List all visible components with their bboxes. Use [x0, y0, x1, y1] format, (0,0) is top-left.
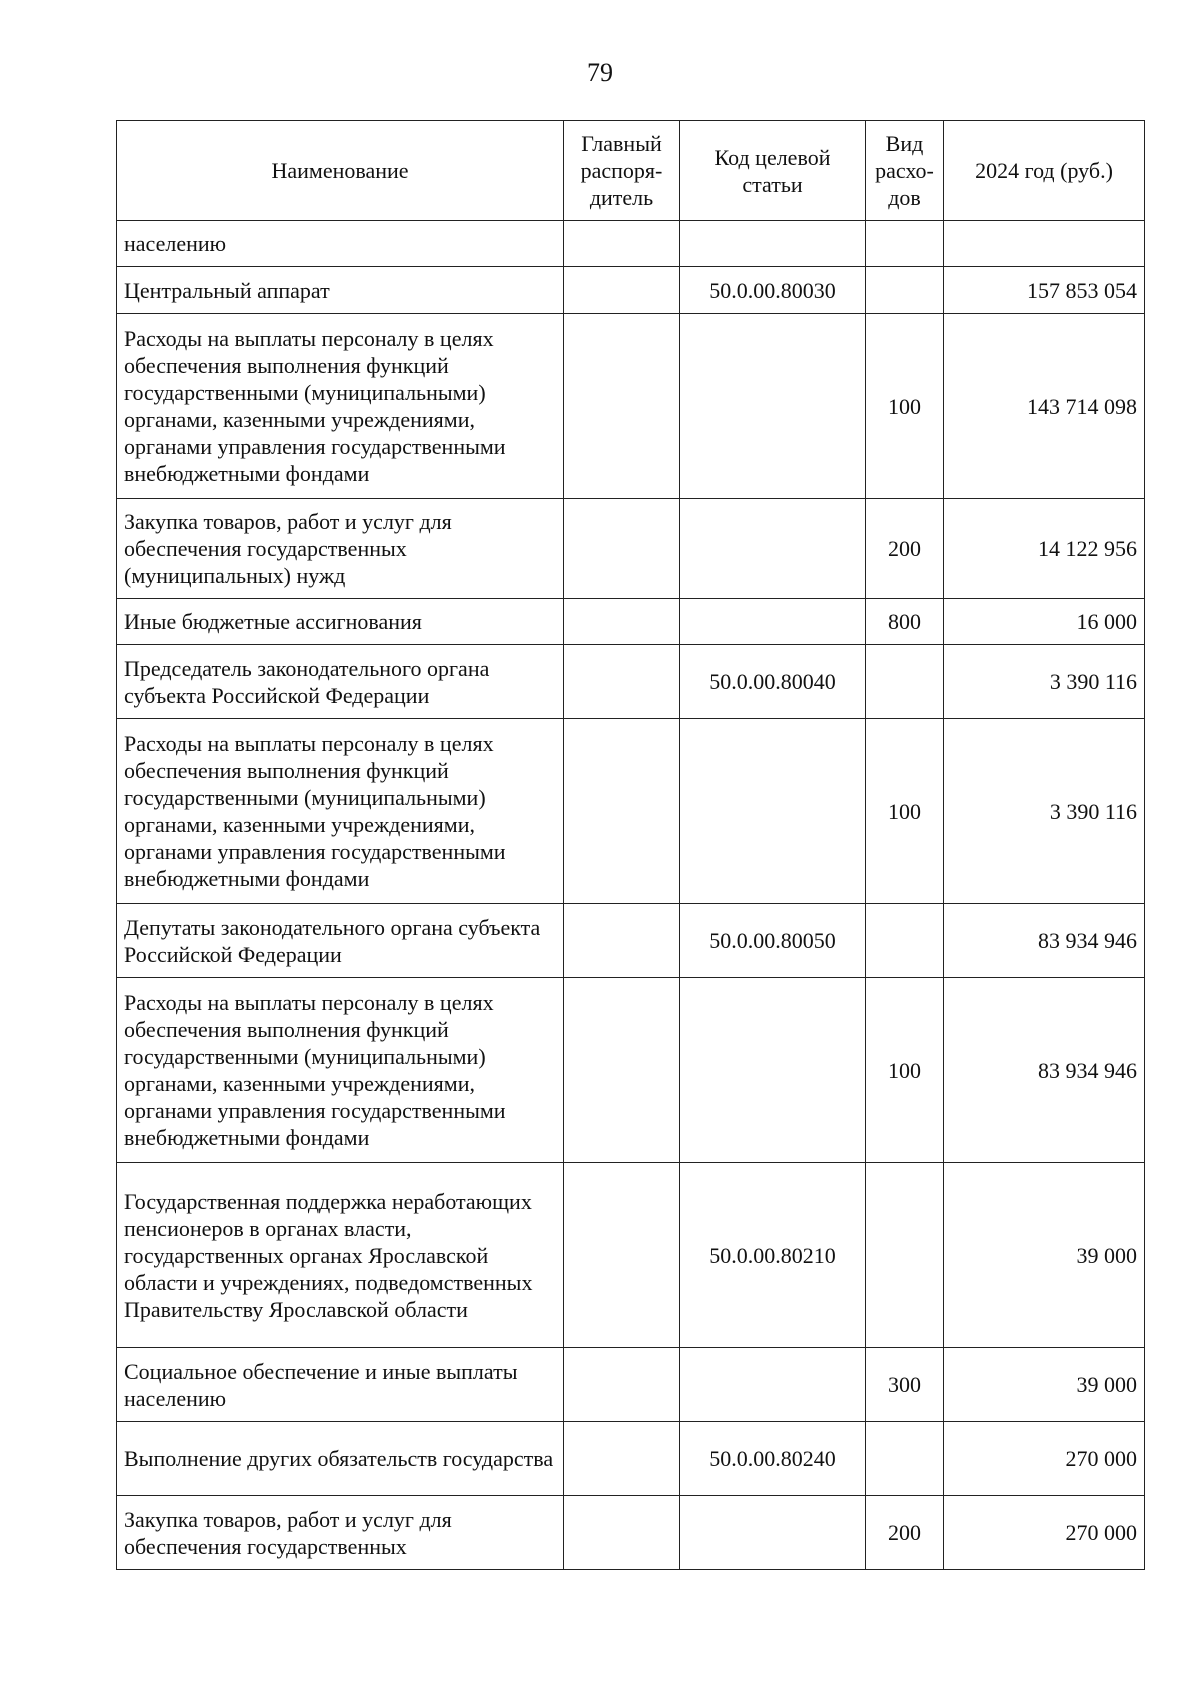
row-target-code — [680, 221, 866, 267]
header-year-2024: 2024 год (руб.) — [944, 121, 1145, 221]
table-body — [117, 221, 1145, 1570]
row-target-code: 50.0.00.80050 — [680, 904, 866, 978]
table-row — [117, 499, 1145, 599]
row-amount: 3 390 116 — [944, 645, 1145, 719]
row-amount: 14 122 956 — [944, 499, 1145, 599]
row-name: Закупка товаров, работ и услуг для обеспечения государственных — [117, 1496, 564, 1570]
header-target-code: Код целевой статьи — [680, 121, 866, 221]
table-row — [117, 1496, 1145, 1570]
table-row — [117, 314, 1145, 499]
row-name: Социальное обеспечение и иные выплаты населению — [117, 1348, 564, 1422]
row-amount: 83 934 946 — [944, 904, 1145, 978]
row-expense-type — [866, 1422, 944, 1496]
row-expense-type — [866, 267, 944, 314]
header-name: Наименование — [117, 121, 564, 221]
row-name: Расходы на выплаты персоналу в целях обеспечения выполнения функций государственными (муниципальными) органами, казенными учреждениями, органами управления государственными внебюджетными фондами — [117, 719, 564, 904]
row-main-manager — [564, 978, 680, 1163]
header-expense-type: Вид расхо- дов — [866, 121, 944, 221]
row-main-manager — [564, 267, 680, 314]
row-expense-type: 300 — [866, 1348, 944, 1422]
table-row — [117, 1422, 1145, 1496]
row-target-code — [680, 1348, 866, 1422]
table-row — [117, 1348, 1145, 1422]
row-target-code — [680, 978, 866, 1163]
page-number: 79 — [587, 58, 613, 87]
row-name: Расходы на выплаты персоналу в целях обеспечения выполнения функций государственными (муниципальными) органами, казенными учреждениями, органами управления государственными внебюджетными фондами — [117, 314, 564, 499]
row-main-manager — [564, 499, 680, 599]
row-main-manager — [564, 904, 680, 978]
row-expense-type: 200 — [866, 1496, 944, 1570]
row-main-manager — [564, 1348, 680, 1422]
row-amount: 83 934 946 — [944, 978, 1145, 1163]
row-expense-type: 100 — [866, 314, 944, 499]
row-amount: 39 000 — [944, 1163, 1145, 1348]
row-target-code — [680, 719, 866, 904]
row-amount: 270 000 — [944, 1496, 1145, 1570]
row-target-code — [680, 1496, 866, 1570]
row-amount: 16 000 — [944, 599, 1145, 645]
table-row — [117, 645, 1145, 719]
header-row — [117, 121, 1145, 221]
row-main-manager — [564, 645, 680, 719]
row-amount: 270 000 — [944, 1422, 1145, 1496]
row-target-code — [680, 599, 866, 645]
row-name: населению — [117, 221, 564, 267]
row-target-code — [680, 314, 866, 499]
row-main-manager — [564, 1422, 680, 1496]
table-row — [117, 221, 1145, 267]
row-expense-type: 800 — [866, 599, 944, 645]
table-row — [117, 904, 1145, 978]
header-main-manager: Главный распоря- дитель — [564, 121, 680, 221]
row-name: Депутаты законодательного органа субъекта Российской Федерации — [117, 904, 564, 978]
row-target-code: 50.0.00.80210 — [680, 1163, 866, 1348]
table-row — [117, 1163, 1145, 1348]
row-name: Расходы на выплаты персоналу в целях обеспечения выполнения функций государственными (муниципальными) органами, казенными учреждениями, органами управления государственными внебюджетными фондами — [117, 978, 564, 1163]
row-name: Председатель законодательного органа субъекта Российской Федерации — [117, 645, 564, 719]
row-amount: 39 000 — [944, 1348, 1145, 1422]
budget-table — [116, 120, 1145, 1570]
row-target-code: 50.0.00.80240 — [680, 1422, 866, 1496]
row-name: Закупка товаров, работ и услуг для обеспечения государственных (муниципальных) нужд — [117, 499, 564, 599]
row-main-manager — [564, 1163, 680, 1348]
row-target-code: 50.0.00.80030 — [680, 267, 866, 314]
row-main-manager — [564, 599, 680, 645]
row-name: Выполнение других обязательств государства — [117, 1422, 564, 1496]
row-expense-type — [866, 904, 944, 978]
table-row — [117, 719, 1145, 904]
row-amount — [944, 221, 1145, 267]
row-expense-type — [866, 645, 944, 719]
row-expense-type — [866, 221, 944, 267]
row-target-code: 50.0.00.80040 — [680, 645, 866, 719]
row-expense-type: 100 — [866, 719, 944, 904]
row-target-code — [680, 499, 866, 599]
row-main-manager — [564, 314, 680, 499]
table-row — [117, 599, 1145, 645]
table-header — [117, 121, 1145, 221]
row-expense-type: 200 — [866, 499, 944, 599]
row-amount: 3 390 116 — [944, 719, 1145, 904]
row-expense-type: 100 — [866, 978, 944, 1163]
row-amount: 143 714 098 — [944, 314, 1145, 499]
row-main-manager — [564, 221, 680, 267]
row-expense-type — [866, 1163, 944, 1348]
row-main-manager — [564, 719, 680, 904]
row-amount: 157 853 054 — [944, 267, 1145, 314]
table-row — [117, 267, 1145, 314]
table-row — [117, 978, 1145, 1163]
row-name: Государственная поддержка неработающих пенсионеров в органах власти, государственных органах Ярославской области и учреждениях, подведомственных Правительству Ярославской области — [117, 1163, 564, 1348]
row-name: Центральный аппарат — [117, 267, 564, 314]
row-main-manager — [564, 1496, 680, 1570]
row-name: Иные бюджетные ассигнования — [117, 599, 564, 645]
